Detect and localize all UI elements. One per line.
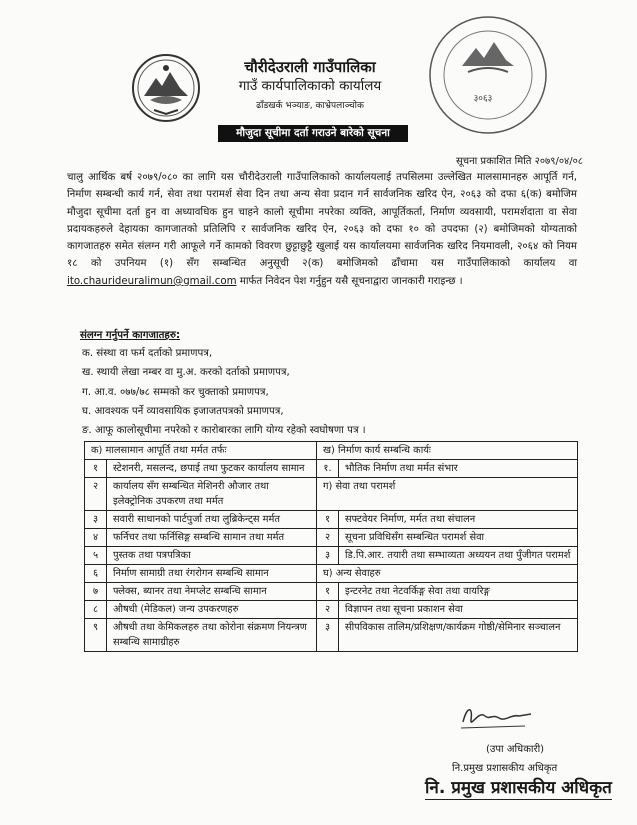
table-row: १ स्टेशनरी, मसलन्द, छपाई तथा फुटकर कार्यालय सामान १. भौतिक निर्माण तथा मर्मत संभार [85,460,578,478]
office-address: ढाँडखर्क भञ्याङ, काभ्रेपलाञ्चोक [256,101,364,111]
table-heading-construction: ख) निर्माण कार्य सम्बन्धि कार्यः [317,442,578,460]
table-row: ७ फ्लेक्स, ब्यानर तथा नेमप्लेट सम्बन्धि सामान १ इन्टरनेट तथा नेटवर्किङ्ग सेवा तथा वायरिङ्ग [85,583,578,601]
publish-date: सूचना प्रकाशित मिति २०७९/०४/०८ [455,156,583,167]
letterhead [215,58,405,111]
nepal-emblem-icon [130,52,202,124]
org-name: चौरीदेउराली गाउँपालिका [244,58,376,76]
list-item: ग. आ.व. ०७७/७८ सम्मको कर चुक्ताको प्रमाणपत्र, [82,386,269,398]
list-item: क. संस्था वा फर्म दर्ताको प्रमाणपत्र, [82,348,213,359]
table-heading-goods: क) मालसामान आपूर्ति तथा मर्मत तर्फः [85,442,317,460]
seal-code: ३०६३ [473,94,493,104]
table-row: ९ औषधी तथा केमिकलहरु तथा कोरोना संक्रमण नियन्त्रण सम्बन्धि सामाग्रीहरु ३ सीपविकास तालिम/प्रशिक्षण/कार्यक्रम गोष्ठी/सेमिनार सञ्चालन [85,619,578,652]
office-seal-icon [420,10,556,140]
table-header-row [85,442,578,460]
table-row: ४ फर्निचर तथा फर्निसिङ्ग सम्बन्धि सामान तथा मर्मत २ सूचना प्रविधिसँग सम्बन्धित परामर्श सेवा [85,529,578,547]
email-link[interactable]: ito.chaurideuralimun@gmail.com [67,275,237,287]
table-row: ६ निर्माण सामाग्री तथा रंगरोगन सम्बन्धि सामान घ) अन्य सेवाहरु [85,565,578,583]
notice-title: मौजुदा सूचीमा दर्ता गराउने बारेको सूचना [218,125,408,142]
notice-body [67,169,577,290]
table-row: ३ सवारी साधानको पार्टपुर्जा तथा लुब्रिकेन्ट्स मर्मत १ सफ्टवेयर निर्माण, मर्मत तथा संचालन [85,511,578,529]
body-text: चालु आर्थिक बर्ष २०७९/०८० का लागि यस चौरीदेउराली गाउँपालिकाको कार्यालयलाई तपसिलमा उल्लेखित मालसामानहरु आपूर्ति गर्न, निर्माण सम्बन्धी कार्य गर्न, सेवा तथा परामर्श सेवा दिन तथा अन्य सेवा प्रदान गर्न सार्वजनिक खरिद ऐन, २०६३ को दफा ६(क) बमोजिम मौजुदा सूचीमा दर्ता हुन वा अध्यावधिक हुन चाहने कालो सूचीमा नपरेका व्यक्ति, आपूर्तिकर्ता, निर्माण व्यवसायी, परामर्शदाता वा सेवा प्रदायकहरुले देहायका कागजातको प्रतिलिपि र सार्वजनिक खरिद ऐन, २०६३ को दफा १० को उपदफा (२) बमोजिमको योग्यताको कागजातहरु समेत संलग्न गरी आफूले गर्ने कामको विवरण छुट्टाछुट्टै खुलाई यस कार्यालयमा सार्वजनिक खरिद नियमावली, २०६४ को नियम १८ को उपनियम (१) सँग सम्बन्धित अनुसूची २(क) बमोजिमको ढाँचामा यस गाउँपालिकाको कार्यालय वा [67,172,577,270]
attachments-heading: संलग्न गर्नुपर्ने कागजातहरु: [80,330,181,341]
signatory-title: नि.प्रमुख प्रशासकीय अधिकृत [452,763,558,774]
office-name: गाउँ कार्यपालिकाको कार्यालय [238,78,382,94]
body-text-end: मार्फत निवेदन पेश गर्नुहुन यसै सूचनाद्वारा जानकारी गराइन्छ । [239,275,463,287]
list-item: ङ. आफू कालोसूचीमा नपरेको र कारोबारका लागि योग्य रहेको स्वघोषणा पत्र । [82,425,366,437]
list-item: घ. आवश्यक पर्ने व्यावसायिक इजाजतपत्रको प्रमाणपत्र, [82,405,284,417]
attachments-list [82,344,366,440]
signature-icon [455,700,535,732]
list-item: ख. स्थायी लेखा नम्बर वा मु.अ. करको दर्ताको प्रमाणपत्र, [82,367,290,379]
table-row: ५ पुस्तक तथा पत्रपत्रिका ३ डि.पि.आर. तयारी तथा सम्भाव्यता अध्ययन तथा पुँजीगत परामर्श [85,547,578,565]
signature-stamp: नि. प्रमुख प्रशासकीय अधिकृत [425,775,612,800]
category-table [84,441,578,652]
signatory-role: (उपा अधिकारी) [486,744,545,755]
table-row: ८ औषधी (मेडिकल) जन्य उपकरणहरु २ विज्ञापन तथा सूचना प्रकाशन सेवा [85,601,578,619]
table-row: २ कार्यालय सँग सम्बन्धित मेशिनरी औजार तथा इलेक्ट्रोनिक उपकरण तथा मर्मत ग) सेवा तथा परामर्श [85,478,578,511]
